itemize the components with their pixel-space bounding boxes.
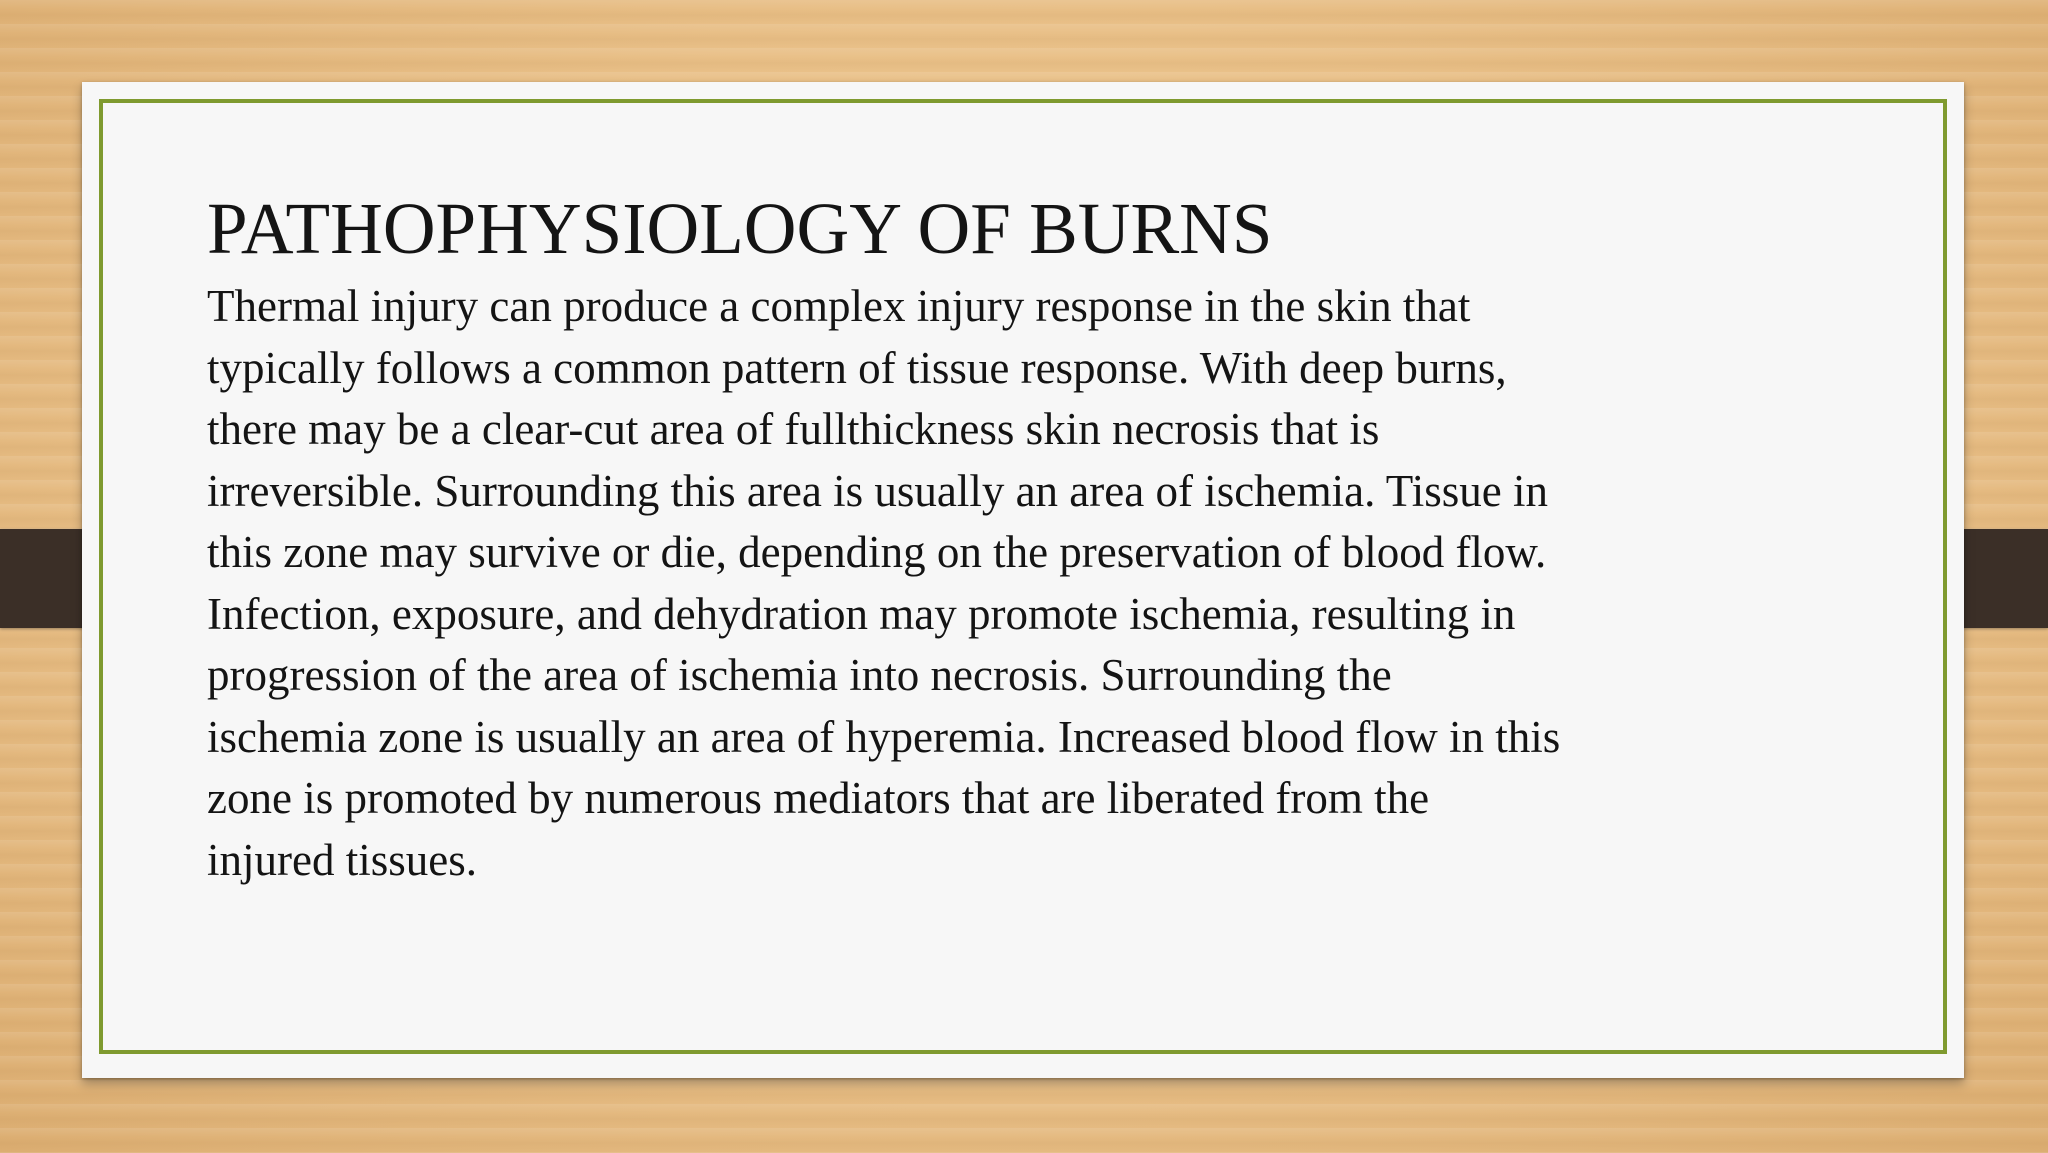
body-line: zone is promoted by numerous mediators that are liberated from the [207,773,1430,823]
body-line: Thermal injury can produce a complex injury response in the skin that [207,281,1471,331]
slide-title: PATHOPHYSIOLOGY OF BURNS [207,188,1273,269]
slide-body-text [207,276,1767,891]
body-line: irreversible. Surrounding this area is usually an area of ischemia. Tissue in [207,465,1548,516]
body-line: ischemia zone is usually an area of hyperemia. Increased blood flow in this [207,711,1561,762]
body-line: Infection, exposure, and dehydration may promote ischemia, resulting in [207,588,1516,639]
body-line: there may be a clear-cut area of fullthickness skin necrosis that is [207,404,1380,454]
body-line: this zone may survive or die, depending on the preservation of blood flow. [207,527,1547,577]
body-line: injured tissues. [207,834,477,885]
body-line: typically follows a common pattern of tissue response. With deep burns, [207,342,1507,393]
body-line: progression of the area of ischemia into necrosis. Surrounding the [207,650,1392,700]
